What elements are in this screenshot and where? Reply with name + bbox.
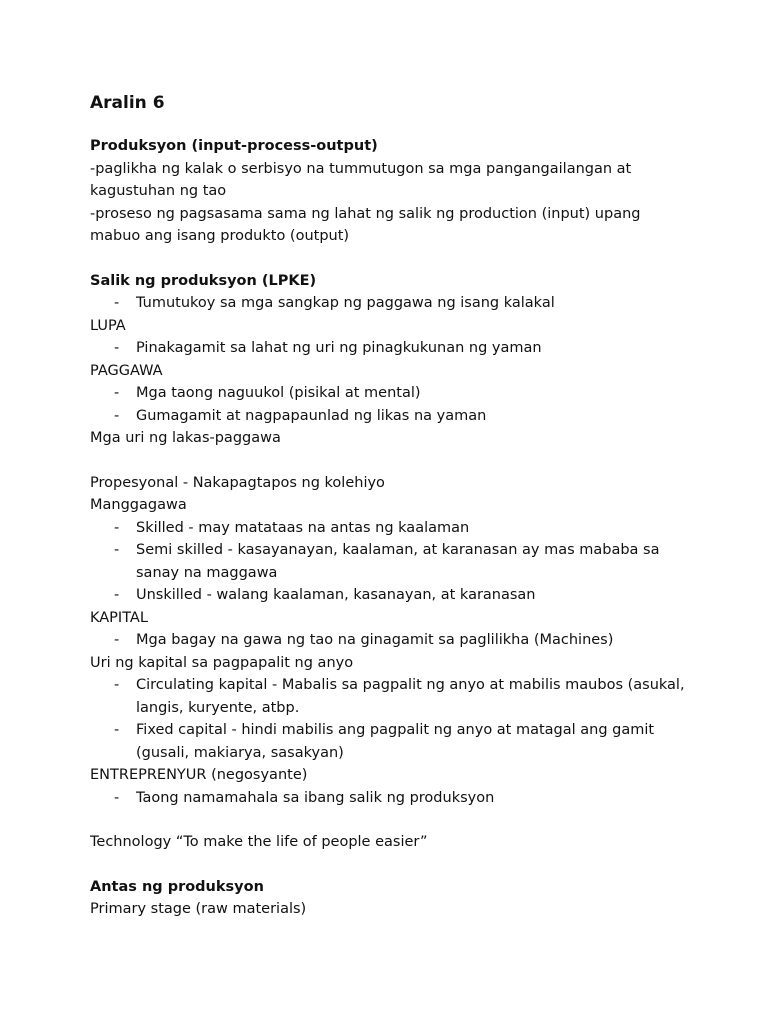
lupa-label: LUPA [90, 317, 126, 334]
list-item: - Mga taong naguukol (pisikal at mental) [90, 382, 690, 405]
list-item: - Unskilled - walang kaalaman, kasanayan, at karanasan [90, 584, 690, 607]
paggawa-list [90, 382, 690, 427]
list-item: - Mga bagay na gawa ng tao na ginagamit sa paglilikha (Machines) [90, 629, 690, 652]
uri-kapital-list [90, 674, 690, 764]
propesyonal-line: Propesyonal - Nakapagtapos ng kolehiyo [90, 474, 385, 491]
entreprenyur-list [90, 787, 690, 810]
uri-lakas-paggawa-label: Mga uri ng lakas-paggawa [90, 430, 281, 446]
lupa-list [90, 337, 690, 360]
antas-line: Primary stage (raw materials) [90, 901, 307, 917]
produksyon-heading: Produksyon (input-process-output) [90, 138, 378, 154]
technology-line: Technology “To make the life of people easier” [90, 834, 428, 850]
list-item: - Gumagamit at nagpapaunlad ng likas na yaman [90, 405, 690, 428]
list-item: - Skilled - may matataas na antas ng kaalaman [90, 517, 690, 540]
antas-heading: Antas ng produksyon [90, 878, 264, 895]
produksyon-line-2: -proseso ng pagsasama sama ng lahat ng salik ng production (input) upang mabuo ang isang produkto (output) [90, 205, 641, 244]
list-item: - Tumutukoy sa mga sangkap ng paggawa ng isang kalakal [90, 292, 690, 315]
list-item: - Semi skilled - kasayanayan, kaalaman, at karanasan ay mas mababa sa sanay na maggawa [90, 539, 690, 584]
produksyon-line-1: -paglikha ng kalak o serbisyo na tummutugon sa mga pangangailangan at kagustuhan ng tao [90, 160, 632, 199]
manggagawa-label: Manggagawa [90, 497, 187, 513]
paggawa-label: PAGGAWA [90, 362, 163, 379]
page-title: Aralin 6 [90, 93, 165, 113]
uri-kapital-label: Uri ng kapital sa pagpapalit ng anyo [90, 654, 354, 671]
kapital-list [90, 629, 690, 652]
list-item: - Fixed capital - hindi mabilis ang pagpalit ng anyo at matagal ang gamit (gusali, makiarya, sasakyan) [90, 719, 690, 764]
kapital-label: KAPITAL [90, 609, 148, 626]
salik-heading: Salik ng produksyon (LPKE) [90, 272, 317, 289]
list-item: - Pinakagamit sa lahat ng uri ng pinagkukunan ng yaman [90, 337, 690, 360]
manggagawa-list [90, 517, 690, 607]
list-item: - Circulating kapital - Mabalis sa pagpalit ng anyo at mabilis maubos (asukal, langis, kuryente, atbp. [90, 674, 690, 719]
document-content [90, 92, 690, 921]
salik-list [90, 292, 690, 315]
list-item: - Taong namamahala sa ibang salik ng produksyon [90, 787, 690, 810]
entreprenyur-label: ENTREPRENYUR (negosyante) [90, 767, 308, 783]
